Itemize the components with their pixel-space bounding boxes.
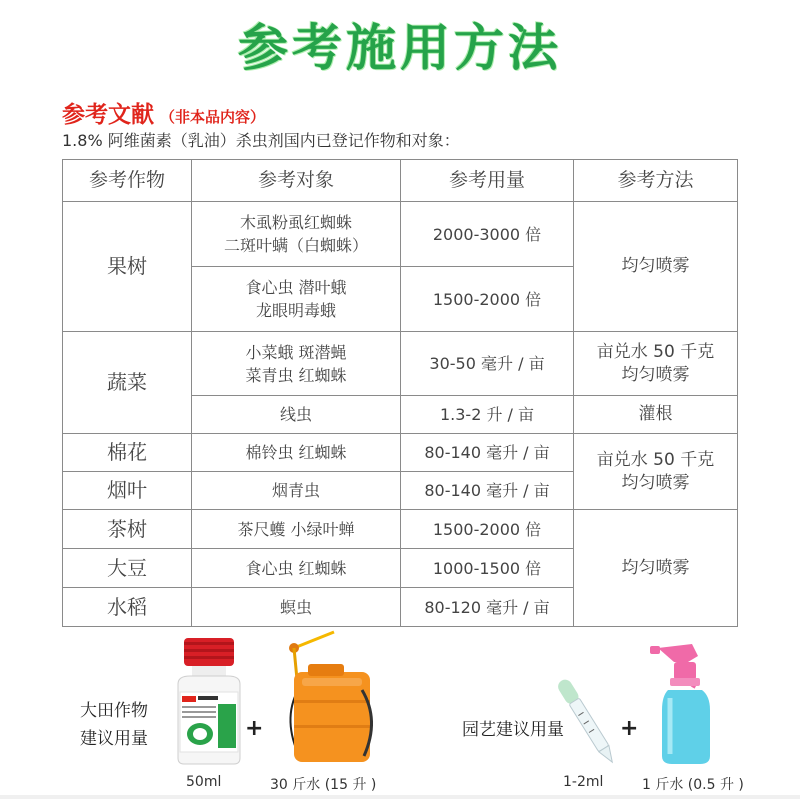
page-title: 参考施用方法 xyxy=(238,19,562,77)
method-cell: 灌根 xyxy=(574,396,738,434)
spray-bottle-caption: 1 斤水 (0.5 升 ) xyxy=(642,777,744,793)
target-line: 二斑叶螨（白蜘蛛） xyxy=(223,236,368,255)
target-cell: 棉铃虫 红蜘蛛 xyxy=(192,434,401,472)
target-line: 食心虫 潜叶蛾 xyxy=(245,278,347,297)
target-line: 木虱粉虱红蜘蛛 xyxy=(239,213,352,232)
header-dosage: 参考用量 xyxy=(401,160,574,202)
dosage-cell: 1500-2000 倍 xyxy=(401,267,574,332)
target-cell: 茶尺蠖 小绿叶蝉 xyxy=(192,510,401,549)
dosage-cell: 1500-2000 倍 xyxy=(401,510,574,549)
dosage-cell: 1000-1500 倍 xyxy=(401,549,574,588)
dropper-icon xyxy=(556,672,616,772)
method-cell xyxy=(574,434,738,510)
target-line: 龙眼明毒蛾 xyxy=(255,301,336,320)
field-crop-label xyxy=(80,697,148,753)
method-line: 亩兑水 50 千克 xyxy=(596,341,715,362)
method-line: 均匀喷雾 xyxy=(621,364,690,385)
reference-table xyxy=(62,159,738,627)
target-cell xyxy=(192,332,401,396)
dosage-cell: 1.3-2 升 / 亩 xyxy=(401,396,574,434)
table-row xyxy=(63,434,738,472)
target-cell xyxy=(192,267,401,332)
bottle-caption: 50ml xyxy=(186,774,222,790)
table-row xyxy=(63,332,738,396)
target-line: 小菜蛾 斑潜蝇 xyxy=(245,342,347,362)
crop-cell: 茶树 xyxy=(63,510,192,549)
target-cell: 螟虫 xyxy=(192,588,401,627)
field-crop-label-line: 大田作物 xyxy=(80,701,148,721)
crop-cell: 蔬菜 xyxy=(63,332,192,434)
dosage-cell: 80-140 毫升 / 亩 xyxy=(401,472,574,510)
table-header-row xyxy=(63,160,738,202)
table-row xyxy=(63,202,738,267)
dosage-cell: 30-50 毫升 / 亩 xyxy=(401,332,574,396)
crop-cell: 水稻 xyxy=(63,588,192,627)
method-line: 亩兑水 50 千克 xyxy=(596,449,715,470)
bottom-divider xyxy=(0,795,800,799)
target-line: 菜青虫 红蜘蛛 xyxy=(245,365,347,385)
pesticide-bottle-icon xyxy=(170,636,250,766)
sprayer-caption: 30 斤水 (15 升 ) xyxy=(270,777,377,793)
table-row xyxy=(63,510,738,549)
reference-subtitle: 1.8% 阿维菌素（乳油）杀虫剂国内已登记作物和对象： xyxy=(62,131,460,150)
method-cell xyxy=(574,332,738,396)
target-cell: 食心虫 红蜘蛛 xyxy=(192,549,401,588)
crop-cell: 烟叶 xyxy=(63,472,192,510)
method-line: 均匀喷雾 xyxy=(621,472,690,493)
reference-heading-main: 参考文献 xyxy=(62,102,154,128)
usage-illustration xyxy=(0,630,800,800)
method-cell: 均匀喷雾 xyxy=(574,202,738,332)
header-crop: 参考作物 xyxy=(63,160,192,202)
backpack-sprayer-icon xyxy=(272,630,382,770)
header-target: 参考对象 xyxy=(192,160,401,202)
spray-bottle-icon xyxy=(648,636,728,770)
reference-heading xyxy=(62,96,265,126)
dosage-cell: 80-140 毫升 / 亩 xyxy=(401,434,574,472)
dosage-cell: 2000-3000 倍 xyxy=(401,202,574,267)
field-crop-label-line: 建议用量 xyxy=(80,729,148,749)
plus-sign: + xyxy=(245,716,264,741)
target-cell xyxy=(192,202,401,267)
target-cell: 线虫 xyxy=(192,396,401,434)
target-cell: 烟青虫 xyxy=(192,472,401,510)
dropper-caption: 1-2ml xyxy=(563,774,604,790)
crop-cell: 大豆 xyxy=(63,549,192,588)
reference-heading-note: （非本品内容） xyxy=(160,108,266,126)
crop-cell: 棉花 xyxy=(63,434,192,472)
dosage-cell: 80-120 毫升 / 亩 xyxy=(401,588,574,627)
garden-label: 园艺建议用量 xyxy=(462,720,564,740)
header-method: 参考方法 xyxy=(574,160,738,202)
plus-sign: + xyxy=(620,716,639,741)
method-cell: 均匀喷雾 xyxy=(574,510,738,627)
crop-cell: 果树 xyxy=(63,202,192,332)
